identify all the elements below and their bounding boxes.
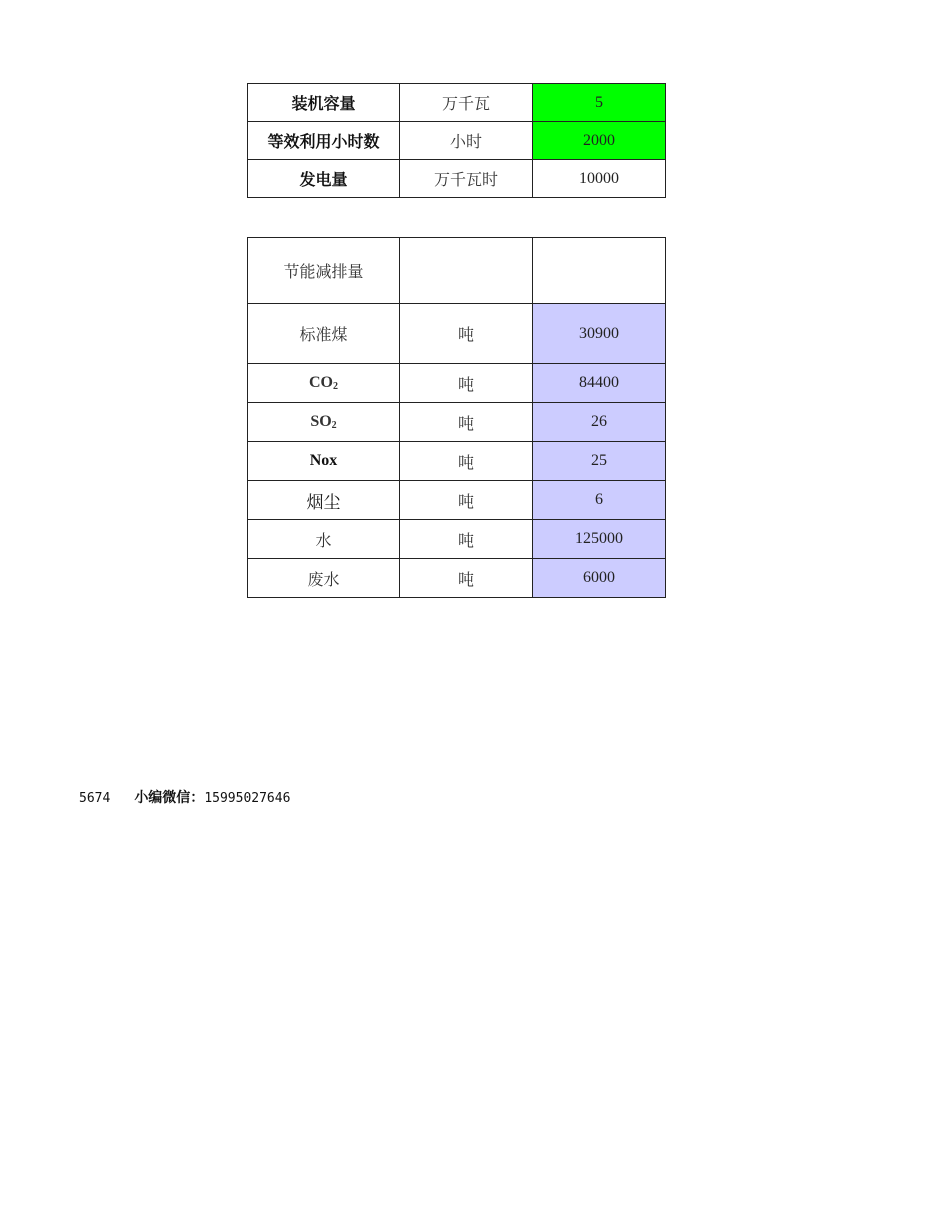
- installed-capacity-label: 装机容量: [248, 84, 400, 122]
- so2-label-main: SO: [310, 413, 332, 430]
- wastewater-value[interactable]: 6000: [533, 559, 666, 598]
- generation-unit: 万千瓦时: [400, 160, 533, 198]
- so2-label: [248, 403, 400, 442]
- utilization-hours-input[interactable]: 2000: [533, 122, 666, 160]
- so2-label-sub: 2: [331, 420, 337, 431]
- water-value[interactable]: 125000: [533, 520, 666, 559]
- standard-coal-label: 标准煤: [248, 304, 400, 364]
- table-row: [248, 364, 666, 403]
- so2-unit: 吨: [400, 403, 533, 442]
- table-row: [248, 304, 666, 364]
- wastewater-unit: 吨: [400, 559, 533, 598]
- generation-label: 发电量: [248, 160, 400, 198]
- table-row: [248, 160, 666, 198]
- table-row: [248, 520, 666, 559]
- nox-label: Nox: [248, 442, 400, 481]
- footer-code: 5674: [79, 791, 111, 806]
- table-row: [248, 481, 666, 520]
- power-generation-table: [247, 83, 666, 198]
- so2-value[interactable]: 26: [533, 403, 666, 442]
- energy-savings-table: [247, 237, 666, 598]
- standard-coal-unit: 吨: [400, 304, 533, 364]
- nox-value[interactable]: 25: [533, 442, 666, 481]
- table-row: [248, 559, 666, 598]
- co2-unit: 吨: [400, 364, 533, 403]
- table-row: [248, 442, 666, 481]
- dust-unit: 吨: [400, 481, 533, 520]
- water-unit: 吨: [400, 520, 533, 559]
- co2-value[interactable]: 84400: [533, 364, 666, 403]
- utilization-hours-unit: 小时: [400, 122, 533, 160]
- dust-label: 烟尘: [248, 481, 400, 520]
- co2-label: [248, 364, 400, 403]
- installed-capacity-unit: 万千瓦: [400, 84, 533, 122]
- footer-note: [79, 787, 290, 807]
- table-row: [248, 403, 666, 442]
- wechat-label: 小编微信：: [134, 790, 205, 806]
- installed-capacity-input[interactable]: 5: [533, 84, 666, 122]
- standard-coal-value[interactable]: 30900: [533, 304, 666, 364]
- generation-value[interactable]: 10000: [533, 160, 666, 198]
- savings-header-value[interactable]: [533, 238, 666, 304]
- co2-label-sub: 2: [333, 381, 338, 392]
- wastewater-label: 废水: [248, 559, 400, 598]
- utilization-hours-label: 等效利用小时数: [248, 122, 400, 160]
- table-row: [248, 84, 666, 122]
- nox-unit: 吨: [400, 442, 533, 481]
- dust-value[interactable]: 6: [533, 481, 666, 520]
- table-row: [248, 122, 666, 160]
- water-label: 水: [248, 520, 400, 559]
- co2-label-main: CO: [309, 374, 333, 391]
- savings-header-unit[interactable]: [400, 238, 533, 304]
- savings-header-label: 节能减排量: [248, 238, 400, 304]
- table-row: [248, 238, 666, 304]
- wechat-number: 15995027646: [204, 791, 291, 806]
